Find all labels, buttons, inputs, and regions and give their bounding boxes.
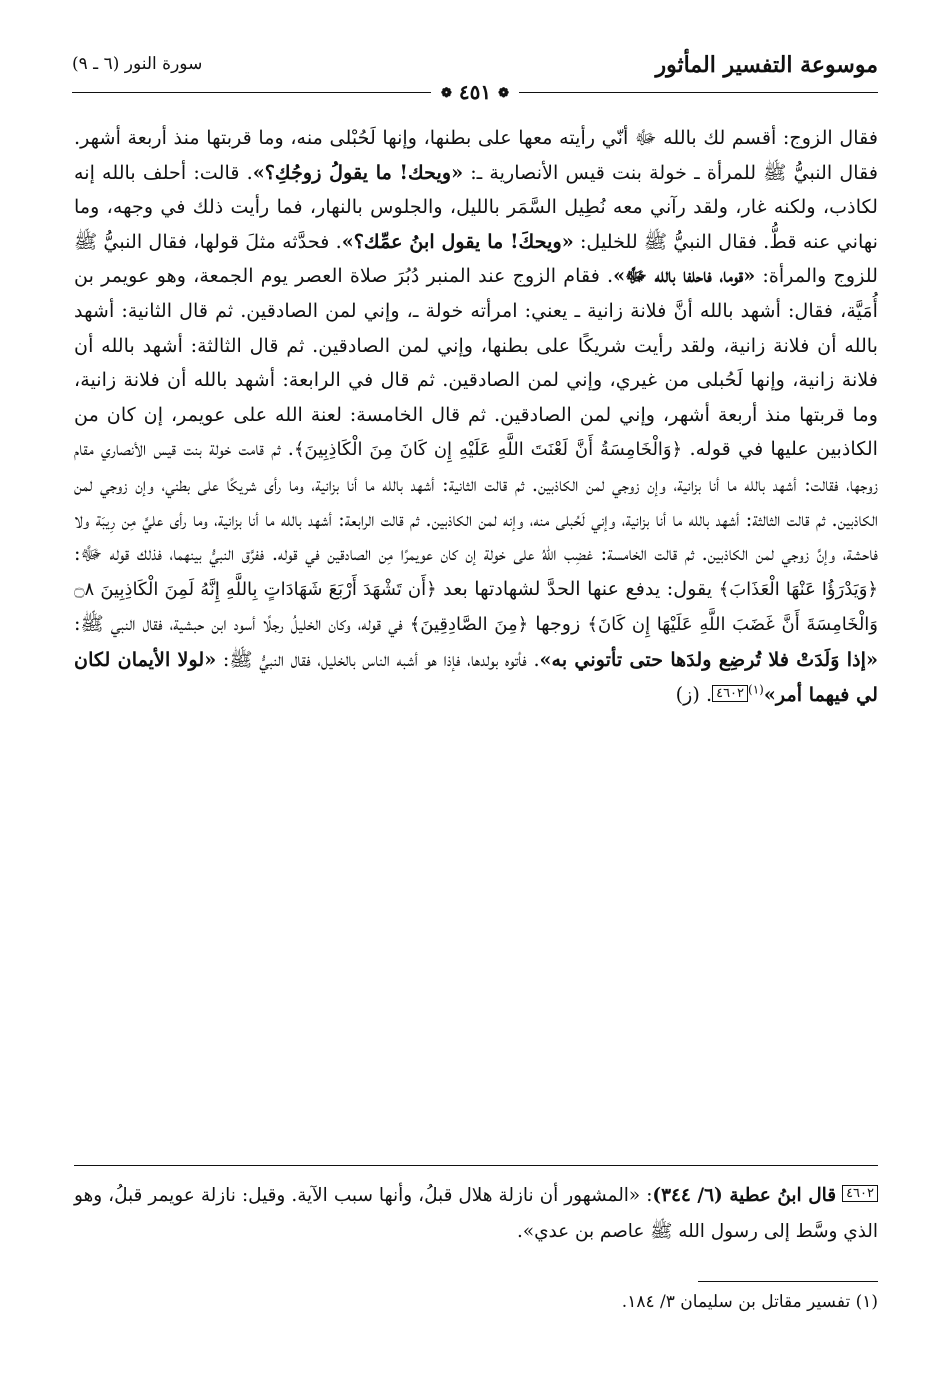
comment-separator	[74, 1165, 878, 1166]
text-run: . (ز)	[675, 682, 713, 706]
commentary-note	[74, 1178, 878, 1250]
quran-verse: ﴿أَن تَشْهَدَ أَرْبَعَ شَهَادَاتٍ بِاللَّهِ إِنَّهُ لَمِنَ الْكَاذِبِينَ ۝٨ وَالْخَامِسَةَ أَنَّ غَضَبَ اللَّهِ عَلَيْهَا إِن كَانَ﴾	[74, 578, 878, 636]
text-run: . قالت: أحلف بالله إنه لكاذب، ولكنه غار، ولقد رآني معه نُطِيل السَّمَر بالليل، والجلوس بالنهار، فما رأيت ذلك في وجهه، وما نهاني عنه قطُّ. فقال النبيُّ ﷺ للخليل:	[74, 160, 878, 253]
page-number: ٤٥١	[458, 80, 492, 104]
text-run: . فأتوه بولدها، فإذا هو أشبه الناس بالخليل، فقال النبيُّ ﷺ:	[216, 647, 540, 671]
commentary-number-box: ٤٦٠٢	[842, 1185, 878, 1202]
quran-verse: ﴿وَيَدْرَؤُا عَنْهَا الْعَذَابَ﴾	[718, 578, 879, 600]
footnote-marker[interactable]: (١)	[748, 682, 764, 697]
hadith-quote: «قوما، فاحلفا بالله ﷻ»	[613, 264, 756, 288]
footnote: (١) تفسير مقاتل بن سليمان ٣/ ١٨٤.	[621, 1292, 878, 1312]
commentary-lead: قال ابنُ عطية (٦/ ٣٤٤)	[652, 1185, 836, 1206]
footnote-separator	[698, 1281, 878, 1282]
hadith-quote: «ويحك! ما يقولُ زوجُكِ؟»	[252, 160, 464, 184]
surah-reference: سورة النور (٦ ـ ٩)	[72, 54, 203, 74]
ornament-icon: ❁	[498, 86, 509, 101]
reference-number-box[interactable]: ٤٦٠٢	[712, 685, 748, 702]
book-title: موسوعة التفسير المأثور	[655, 52, 878, 78]
commentary-text: : «المشهور أن نازلة هلال قبلُ، وأنها سبب الآية. وقيل: نازلة عويمر قبلُ، وهو الذي وسَّط إلى رسول الله ﷺ عاصم بن عدي».	[74, 1185, 878, 1242]
hadith-quote: «ويحكَ! ما يقول ابنُ عمِّك؟»	[341, 229, 574, 253]
commentary-paragraph	[74, 1178, 878, 1250]
text-run: . فحدَّثه مثلَ قولها، فقال النبيُّ ﷺ للزوج والمرأة:	[74, 229, 878, 288]
text-run: . ثم قامت خولة بنت قيس الأنصاري مقام زوجها، فقالت: أشهد بالله ما أنا بزانية، وإن زوجي لمن الكاذبين. ثم قالت الثانية: أشهد بالله ما أنا بزانية، وما رأى شريكًا على بطني، وإن زوجي لمن الكاذبين. ثم قالت الثالثة: أشهد بالله ما أنا بزانية، وإني لَحُبلى منه، وإنه لمن الكاذبين. ثم قالت الرابعة: أشهد بالله ما أنا بزانية، وما رأى عليَّ مِن رِيبَة ولا فاحشة، وإنَّ زوجي لمن الكاذبين. ثم قالت الخامسة: غضِب اللهُ على خولة إن كان عويمرًا مِن الصادقين في قوله. ففرَّق النبيُّ بينهما، فذلك قوله ﷻ:	[74, 437, 878, 566]
text-run: في قوله، وكان الخليلُ رجلًا أسود ابن حبشية، فقال النبي ﷺ:	[74, 612, 410, 636]
running-header	[72, 52, 878, 110]
page-number-group	[431, 80, 519, 104]
hadith-quote: «إذا وَلَدَتْ فلا تُرضِع ولدَها حتى تأتوني به»	[539, 647, 878, 671]
text-run: فقال الزوج: أقسم لك بالله ﷻ أنّي رأيته معها على بطنها، وإنها لَحُبْلى منه، وما قربتها منذ أربعة أشهر. فقال النبيُّ ﷺ للمرأة ـ خولة بنت قيس الأنصارية ـ:	[74, 126, 878, 184]
text-run: زوجها	[528, 612, 588, 636]
ornament-icon: ❁	[441, 86, 452, 101]
main-paragraph	[74, 121, 878, 712]
text-run: . فقام الزوج عند المنبر دُبُرَ صلاة العصر يوم الجمعة، وهو عويمر بن أُمَيَّة، فقال: أشهد بالله أنَّ فلانة زانية ـ يعني: امرأته خولة ـ، وإني لمن الصادقين. ثم قال الثانية: أشهد بالله أن فلانة زانية، ولقد رأيت شريكًا على بطنها، وإني لمن الصادقين. ثم قال الثالثة: أشهد بالله أن فلانة زانية، وإنها لَحُبلى من غيري، وإني لمن الصادقين. ثم قال في الرابعة: أشهد بالله أن فلانة زانية، وما قربتها منذ أربعة أشهر، وإني لمن الصادقين. ثم قال الخامسة: لعنة الله على عويمر، إن كان من الكاذبين عليها في قوله.	[74, 264, 879, 461]
text-run: يقول: يدفع عنها الحدَّ لشهادتها بعد	[436, 576, 719, 600]
quran-verse: ﴿مِنَ الصَّادِقِينَ﴾	[409, 614, 529, 636]
hadith-quote: «لولا الأيمان لكان لي فيهما أمر»	[74, 647, 878, 706]
quran-verse: ﴿وَالْخَامِسَةُ أَنَّ لَعْنَتَ اللَّهِ عَلَيْهِ إِن كَانَ مِنَ الْكَاذِبِينَ﴾	[293, 439, 683, 461]
main-text	[74, 121, 878, 712]
